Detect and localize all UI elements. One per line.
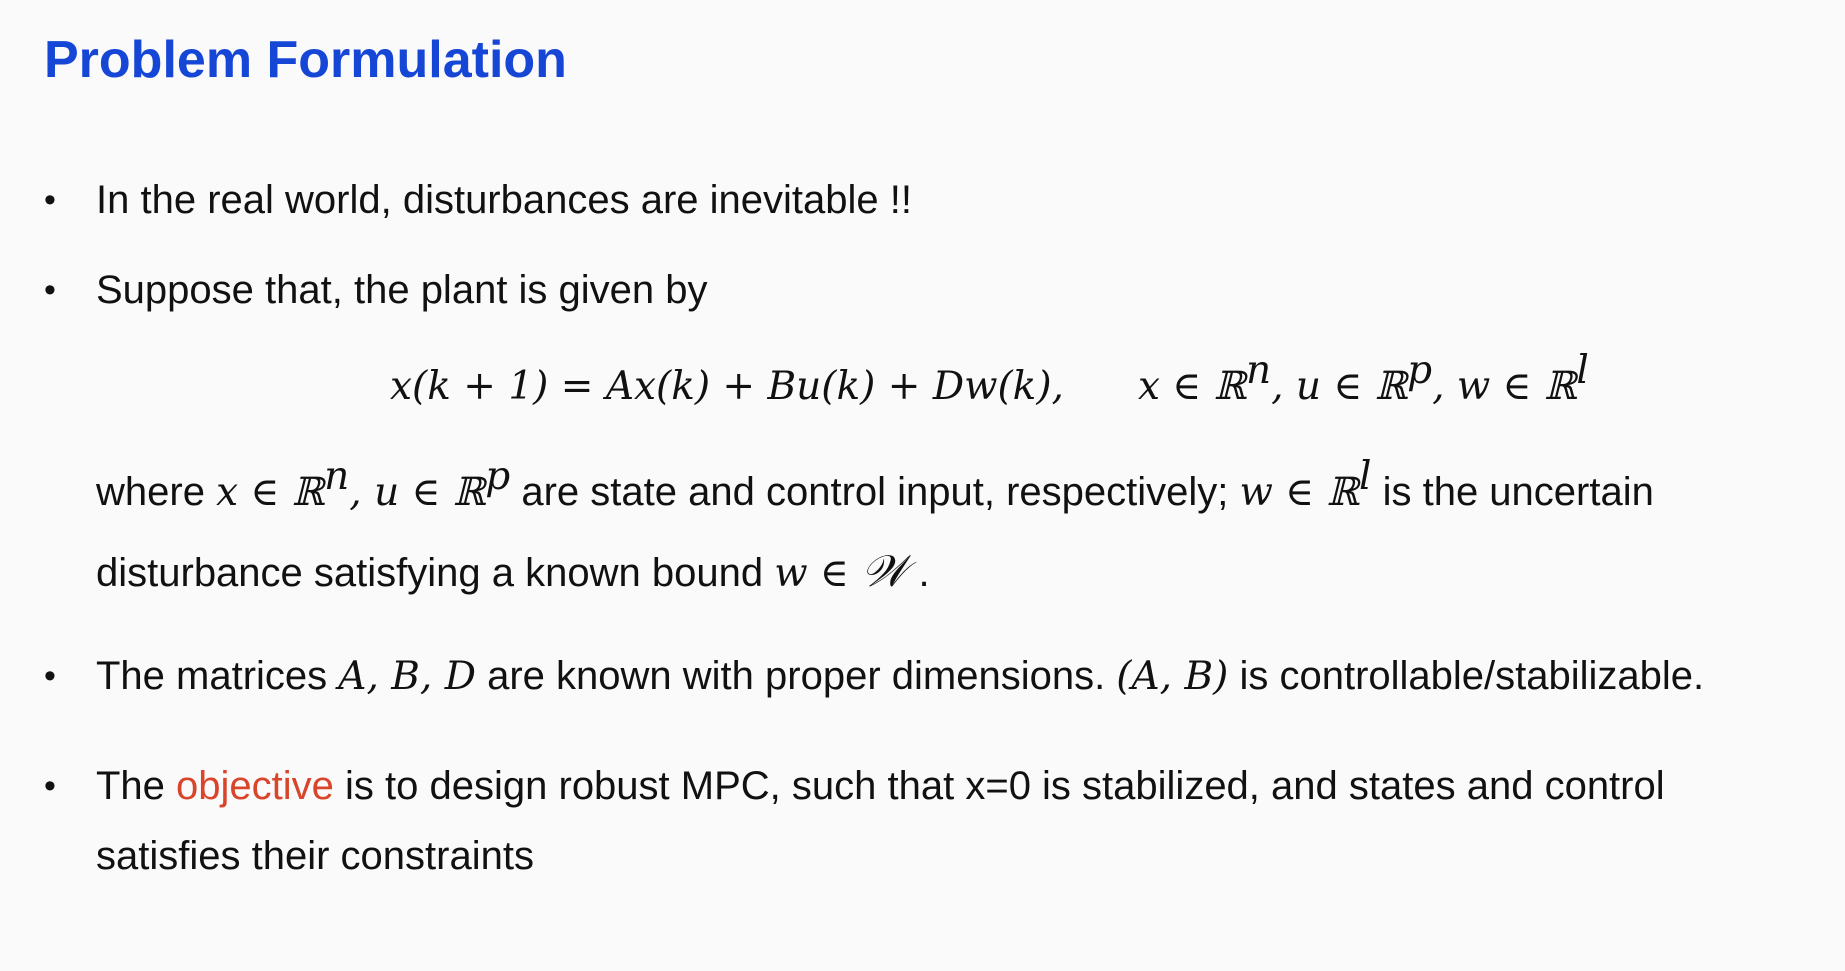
- bullet-marker: •: [44, 767, 56, 805]
- u-dimension: p: [1407, 348, 1433, 393]
- bullet-text: The objective is to design robust MPC, such that x=0 is stabilized, and states and control: [96, 764, 1665, 808]
- bullet-marker: •: [44, 181, 56, 219]
- slide-title: Problem Formulation: [44, 31, 567, 89]
- w-bound-expression: w ∈: [774, 551, 862, 596]
- w-domain-inline: w ∈ ℝ: [1239, 470, 1359, 515]
- x-domain: x ∈ ℝ: [1137, 364, 1247, 409]
- where-text-continued: disturbance satisfying a known bound w ∈ 𝒲 .: [96, 546, 930, 597]
- matrices-symbols: A, B, D: [338, 654, 476, 699]
- bullet-text-continued: satisfies their constraints: [96, 834, 534, 878]
- dynamics-expression: x(k + 1) = Ax(k) + Bu(k) + Dw(k),: [390, 364, 1064, 409]
- w-domain: , w ∈ ℝ: [1432, 364, 1577, 409]
- bullet-marker: •: [44, 271, 56, 309]
- u-domain: , u ∈ ℝ: [1271, 364, 1408, 409]
- disturbance-set-symbol: 𝒲: [861, 546, 908, 597]
- u-domain-inline: u ∈ ℝ: [374, 470, 486, 515]
- bullet-marker: •: [44, 657, 56, 695]
- w-dimension-inline: l: [1358, 454, 1372, 499]
- bullet-text: In the real world, disturbances are inevitable !!: [96, 178, 912, 222]
- u-dimension-inline: p: [485, 454, 511, 499]
- objective-highlight: objective: [176, 764, 334, 808]
- bullet-text: The matrices A, B, D are known with proper dimensions. (A, B) is controllable/stabilizable.: [96, 654, 1705, 699]
- matrix-pair: (A, B): [1116, 654, 1229, 699]
- bullet-text: Suppose that, the plant is given by: [96, 268, 708, 312]
- where-text: where x ∈ ℝ$^n$, u ∈ ℝ$^p$ are state and control input, respectively; w ∈ ℝ$^l$ is the uncertain: [96, 454, 1654, 515]
- w-dimension: l: [1576, 348, 1589, 393]
- x-domain-inline: x ∈ ℝ: [216, 470, 325, 515]
- x-dimension-inline: n: [324, 454, 350, 499]
- separator: ,: [349, 470, 375, 515]
- plant-equation: [390, 348, 1589, 411]
- x-dimension: n: [1246, 348, 1272, 393]
